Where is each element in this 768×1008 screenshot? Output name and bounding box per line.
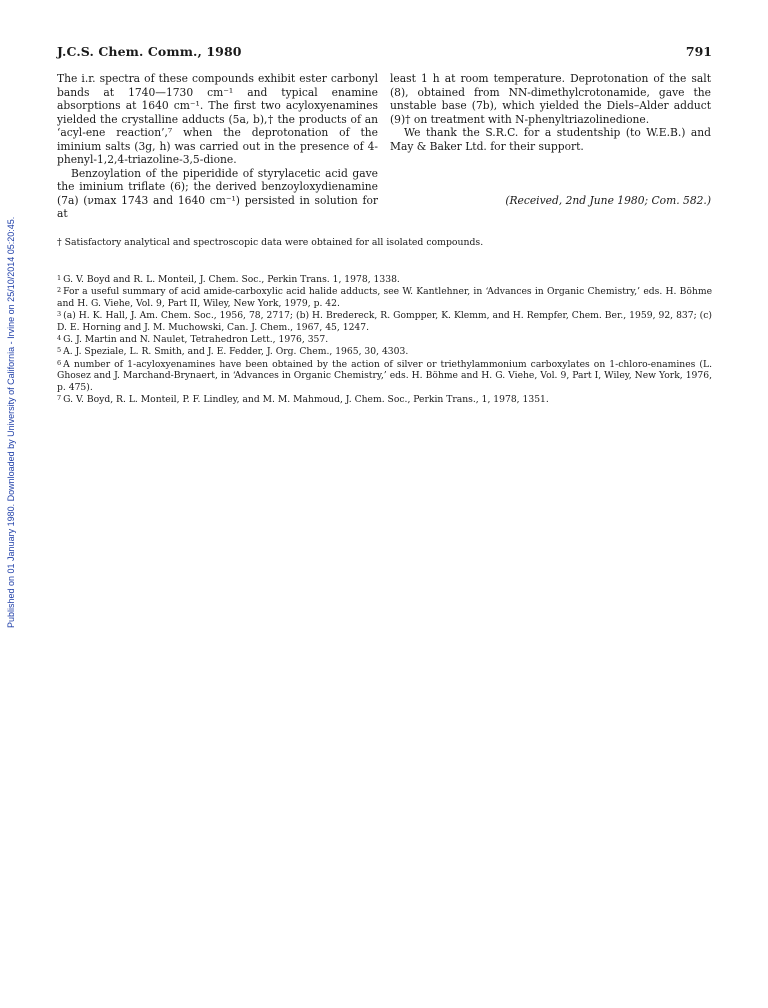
reference-text: A. J. Speziale, L. R. Smith, and J. E. Fedder, J. Org. Chem., 1965, 30, 4303. — [63, 346, 409, 358]
reference-item — [57, 393, 712, 405]
reference-number: 6 — [57, 358, 62, 367]
reference-text: (a) H. K. Hall, J. Am. Chem. Soc., 1956, 78, 2717; (b) H. Bredereck, R. Gompper, K. Klemm, and H. Rempfer, Chem. Ber., 1959, 92, 837; (c) D. E. Horning and J. M. Muchowski, Can. J. Chem., 1967, 45, 1247. — [57, 310, 712, 333]
download-watermark: Published on 01 January 1980. Downloaded by University of California - Irvine on 25/10/2014 05:20:45. — [6, 216, 16, 628]
footnote: † Satisfactory analytical and spectroscopic data were obtained for all isolated compounds. — [57, 237, 484, 248]
page-number: 791 — [685, 44, 712, 59]
reference-item — [57, 285, 712, 309]
reference-text: G. V. Boyd and R. L. Monteil, J. Chem. Soc., Perkin Trans. 1, 1978, 1338. — [63, 274, 400, 285]
right-column — [390, 72, 711, 153]
reference-item — [57, 333, 712, 345]
reference-item — [57, 345, 712, 357]
reference-number: 2 — [57, 286, 62, 295]
reference-text: G. J. Martin and N. Naulet, Tetrahedron Lett., 1976, 357. — [63, 334, 329, 346]
reference-number: 1 — [57, 274, 62, 282]
left-column — [57, 72, 378, 221]
reference-text: G. V. Boyd, R. L. Monteil, P. F. Lindley, and M. M. Mahmoud, J. Chem. Soc., Perkin Trans., 1, 1978, 1351. — [63, 394, 549, 406]
reference-number: 4 — [57, 334, 62, 343]
body-paragraph: The i.r. spectra of these compounds exhibit ester carbonyl bands at 1740—1730 cm⁻¹ and typical enamine absorptions at 1640 cm⁻¹. The first two acyloxyenamines yielded the crystalline adducts (5a, b),† the products of an ‘acyl-ene reaction’,⁷ when the deprotonation of the iminium salts (3g, h) was carried out in the presence of 4-phenyl-1,2,4-triazoline-3,5-dione. — [57, 72, 378, 166]
reference-item — [57, 273, 712, 285]
reference-number: 3 — [57, 310, 62, 319]
reference-item — [57, 309, 712, 333]
reference-number: 5 — [57, 346, 62, 355]
reference-number: 7 — [57, 394, 62, 403]
body-paragraph: least 1 h at room temperature. Deprotonation of the salt (8), obtained from NN-dimethylcrotonamide, gave the unstable base (7b), which yielded the Diels–Alder adduct (9)† on treatment with N-phenyltriazolinedione. — [390, 72, 711, 126]
reference-item — [57, 358, 712, 393]
running-head: J.C.S. Chem. Comm., 1980 — [57, 44, 242, 59]
received-date: (Received, 2nd June 1980; Com. 582.) — [505, 194, 711, 207]
acknowledgement: We thank the S.R.C. for a studentship (to W.E.B.) and May & Baker Ltd. for their support. — [390, 126, 711, 153]
body-paragraph: Benzoylation of the piperidide of styrylacetic acid gave the iminium triflate (6); the derived benzoyloxydienamine (7a) (νmax 1743 and 1640 cm⁻¹) persisted in solution for at — [57, 166, 378, 220]
reference-list — [57, 273, 712, 405]
reference-text: For a useful summary of acid amide-carboxylic acid halide adducts, see W. Kantlehner, in ‘Advances in Organic Chemistry,’ eds. H. Böhme and H. G. Viehe, Vol. 9, Part II, Wiley, New York, 1979, p. 42. — [57, 286, 712, 309]
reference-text: A number of 1-acyloxyenamines have been obtained by the action of silver or triethylammonium carboxylates on 1-chloro-enamines (L. Ghosez and J. Marchand-Brynaert, in ‘Advances in Organic Chemistry,’ eds. H. Böhme and H. G. Viehe, Vol. 9, Part I, Wiley, New York, 1976, p. 475). — [57, 358, 712, 393]
